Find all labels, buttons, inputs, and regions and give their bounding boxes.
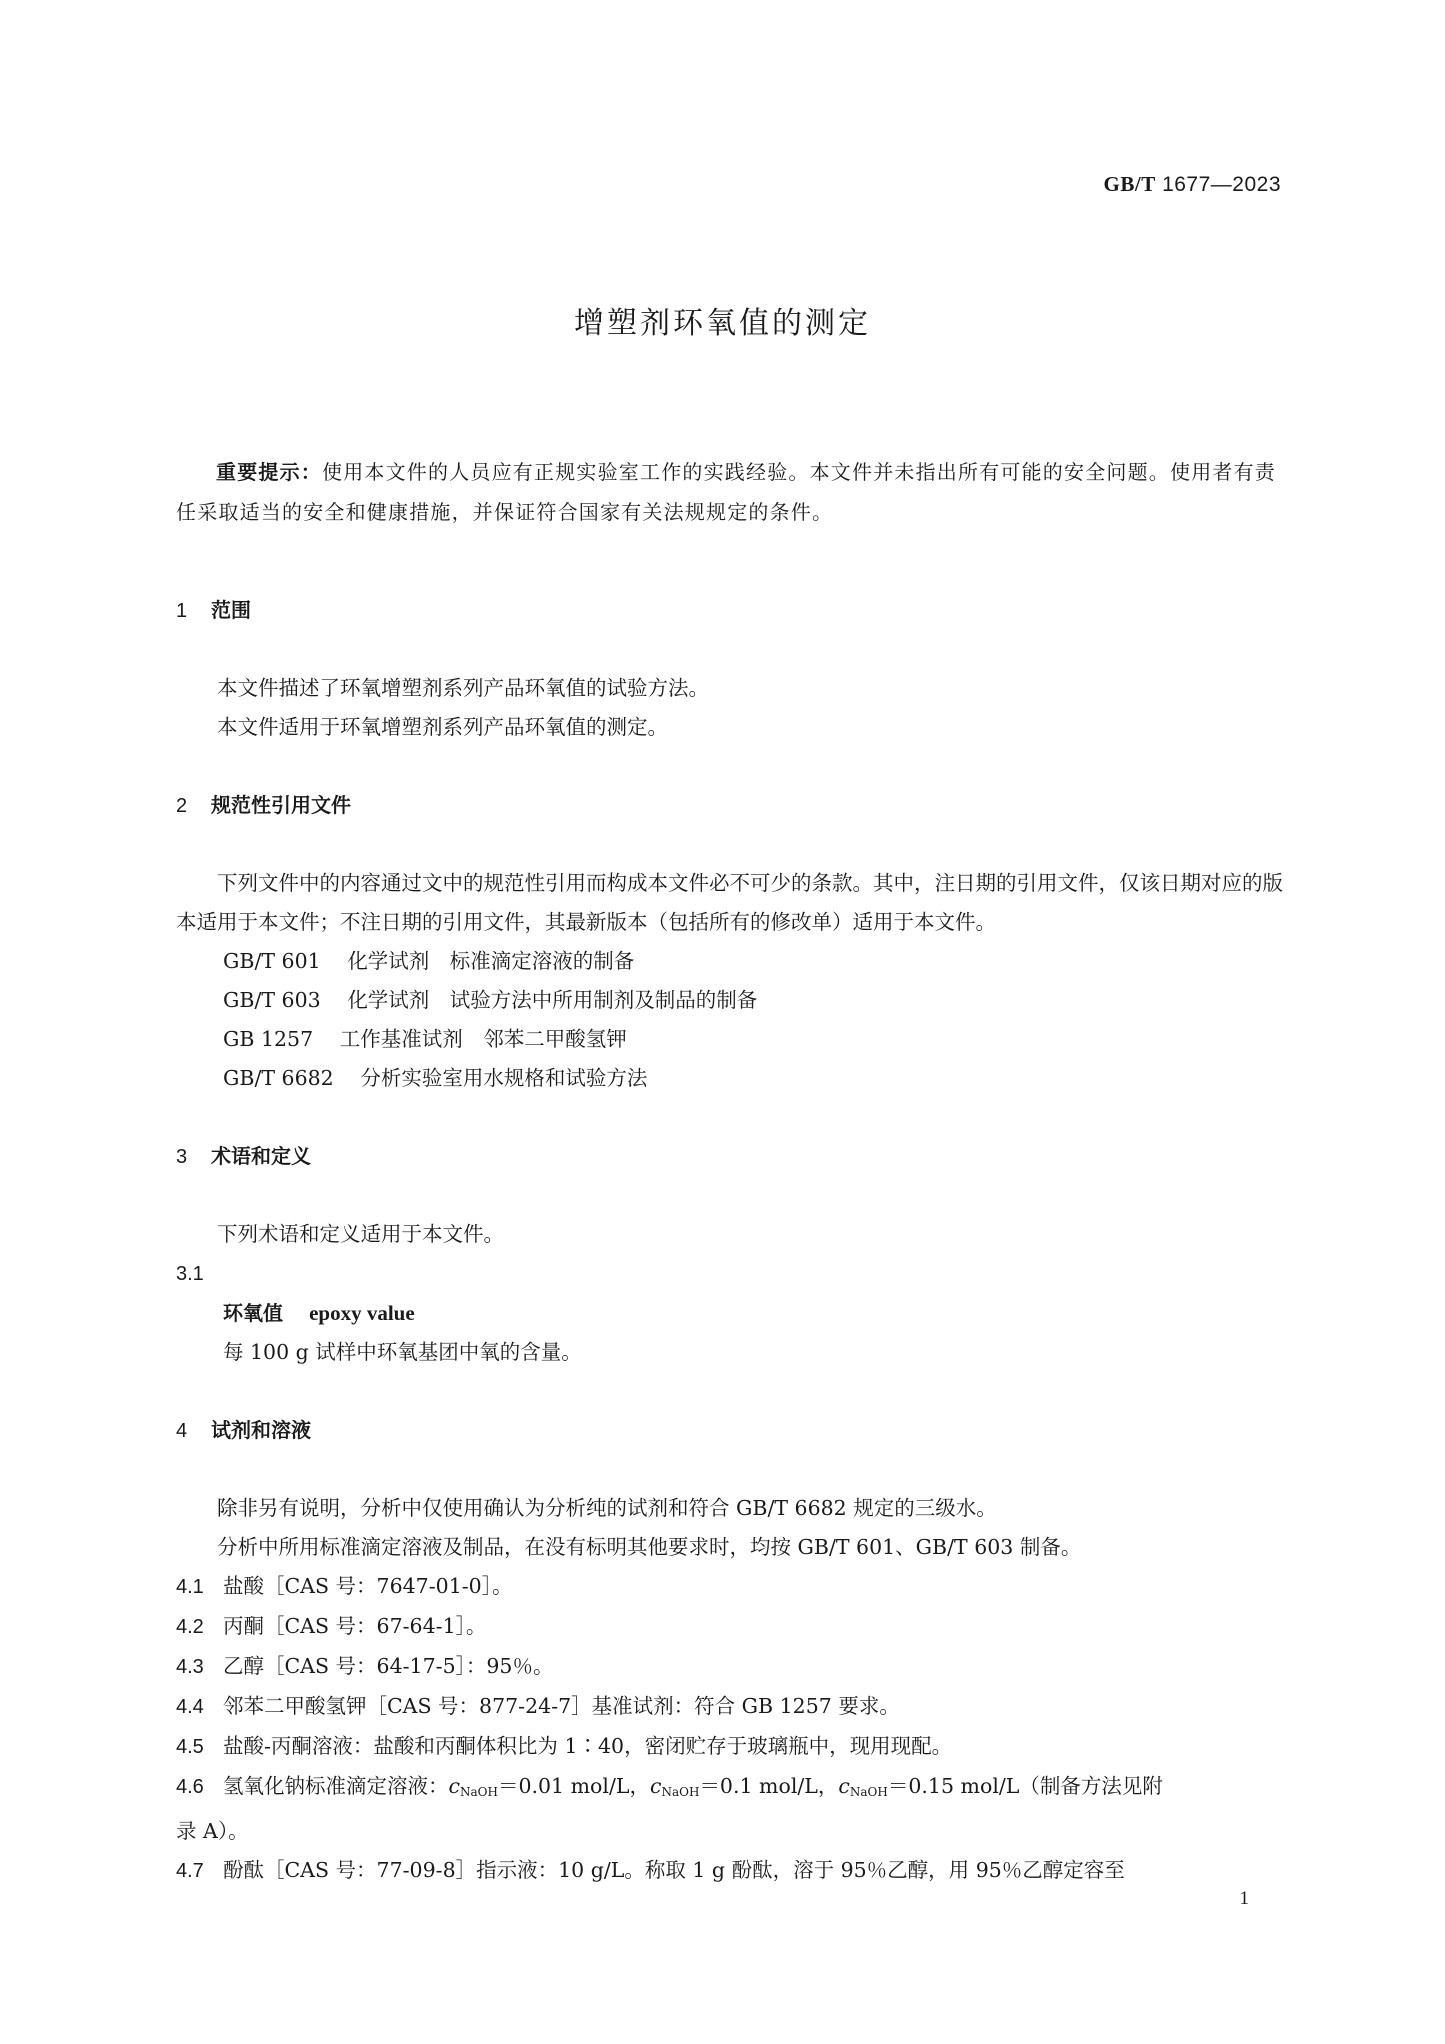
reference-item: GB/T 6682 分析实验室用水规格和试验方法 [223,1066,648,1090]
reagent-item-phenolphthalein: 4.7 酚酞［CAS 号：77-09-8］指示液：10 g/L。称取 1 g 酚酞，溶于 95％乙醇，用 95％乙醇定容至 [176,1858,1125,1882]
reagent-item-naoh: 4.6 氢氧化钠标准滴定溶液：$c_{NaOH}=0.01$ mol/L，$c_{NaOH}=0.1$ mol/L，$c_{NaOH}=0.15$ mol/L（制备方法见附 [176,1774,1163,1799]
scope-paragraph: 本文件描述了环氧增塑剂系列产品环氧值的试验方法。 [217,676,709,700]
reagent-item: 4.5 盐酸-丙酮溶液：盐酸和丙酮体积比为 1∶40，密闭贮存于玻璃瓶中，现用现配。 [176,1734,953,1758]
safety-notice-lead: 重要提示： [216,460,322,484]
scope-paragraph: 本文件适用于环氧增塑剂系列产品环氧值的测定。 [217,715,668,739]
reference-item: GB/T 601 化学试剂 标准滴定溶液的制备 [223,949,635,973]
document-title: 增塑剂环氧值的测定 [574,306,871,341]
reagent-item: 4.1 盐酸［CAS 号：7647-01-0］。 [176,1574,513,1598]
safety-notice [176,452,1288,532]
reagent-item: 4.2 丙酮［CAS 号：67-64-1］。 [176,1614,487,1638]
term-definition: 每 100 g 试样中环氧基团中氧的含量。 [223,1340,582,1364]
reagent-item: 4.3 乙醇［CAS 号：64-17-5］：95％。 [176,1654,554,1678]
standard-code-number: 1677—2023 [1162,173,1281,196]
safety-notice-text: 使用本文件的人员应有正规实验室工作的实践经验。本文件并未指出所有可能的安全问题。使用者有责任采取适当的安全和健康措施，并保证符合国家有关法规规定的条件。 [176,460,1276,524]
reagents-paragraph: 除非另有说明，分析中仅使用确认为分析纯的试剂和符合 GB/T 6682 规定的三级水。 [217,1496,997,1520]
reagents-paragraph: 分析中所用标准滴定溶液及制品，在没有标明其他要求时，均按 GB/T 601、GB/T 603 制备。 [217,1535,1082,1559]
document-body [176,452,1288,1891]
standard-code-prefix: GB/T [1103,172,1156,196]
section-heading-scope: 1 范围 [176,598,251,622]
reference-item: GB/T 603 化学试剂 试验方法中所用制剂及制品的制备 [223,988,758,1012]
section-heading-terms: 3 术语和定义 [176,1144,311,1168]
term-entry: 环氧值 epoxy value [223,1301,415,1325]
section-heading-normative-references: 2 规范性引用文件 [176,793,351,817]
reagent-item-naoh-continued: 录 A）。 [176,1819,249,1843]
page-number: 1 [1239,1888,1249,1909]
references-intro: 下列文件中的内容通过文中的规范性引用而构成本文件必不可少的条款。其中，注日期的引用文件，仅该日期对应的版本适用于本文件；不注日期的引用文件，其最新版本（包括所有的修改单）适用于本文件。 [176,871,1283,934]
term-number: 3.1 [176,1263,204,1285]
reagent-item: 4.4 邻苯二甲酸氢钾［CAS 号：877-24-7］基准试剂：符合 GB 1257 要求。 [176,1694,900,1718]
standard-code [1104,172,1281,197]
terms-intro: 下列术语和定义适用于本文件。 [217,1222,504,1246]
section-heading-reagents: 4 试剂和溶液 [176,1418,311,1442]
reference-item: GB 1257 工作基准试剂 邻苯二甲酸氢钾 [223,1027,627,1051]
